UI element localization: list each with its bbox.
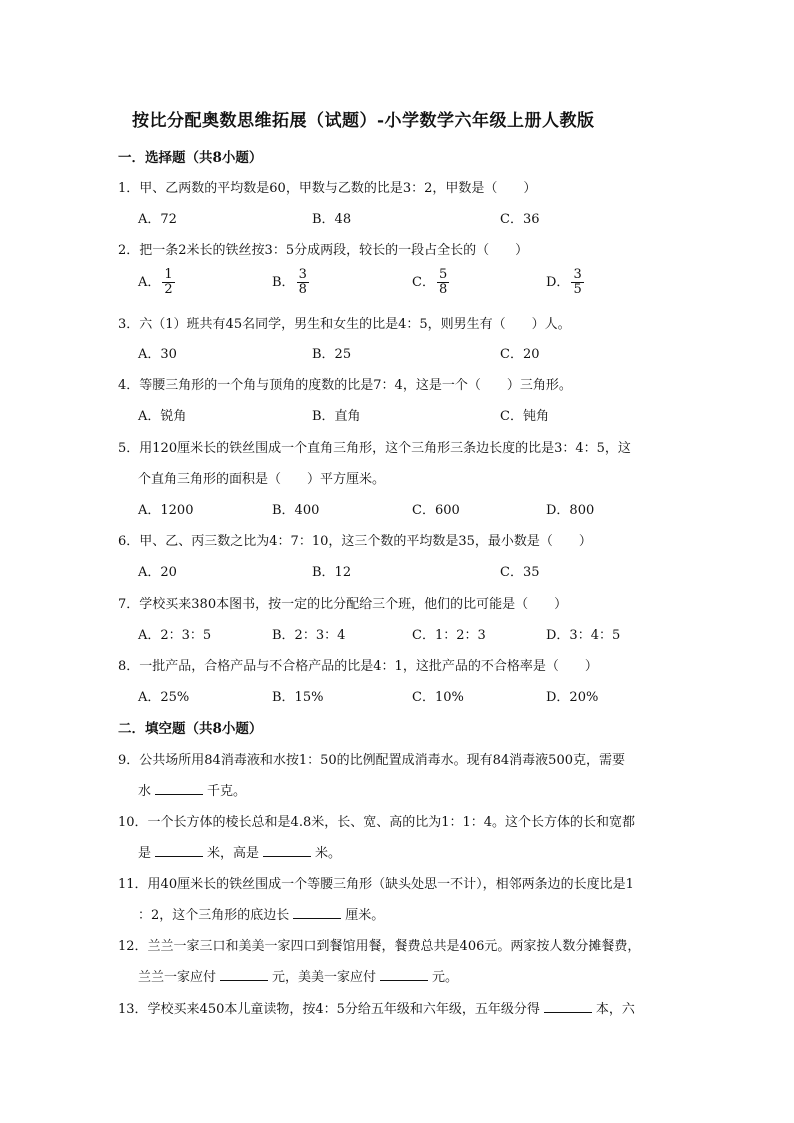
q7-option-a: A．2：3：5 — [138, 628, 212, 643]
q7-option-d: D．3：4：5 — [546, 628, 621, 643]
q7-option-c: C．1：2：3 — [412, 628, 486, 643]
question-6: 6．甲、乙、丙三数之比为4：7：10，这三个数的平均数是35，最小数是（ ） — [118, 534, 592, 549]
section-heading-fill: 二．填空题（共8小题） — [118, 721, 263, 737]
question-5-line-2: 个直角三角形的面积是（ ）平方厘米。 — [138, 472, 386, 487]
answer-blank[interactable] — [380, 968, 428, 981]
q9-suffix: 千克。 — [207, 784, 247, 799]
denominator: 8 — [438, 282, 448, 297]
q6-option-c: C．35 — [500, 565, 540, 580]
fraction — [297, 268, 309, 297]
question-10-line-2 — [138, 842, 341, 861]
question-9-line-2 — [138, 780, 246, 799]
denominator: 2 — [164, 282, 173, 297]
question-4: 4．等腰三角形的一个角与顶角的度数的比是7：4，这是一个（ ）三角形。 — [118, 378, 572, 393]
numerator: 3 — [573, 267, 582, 282]
q3-option-c: C．20 — [500, 347, 540, 362]
q1-option-b: B．48 — [312, 212, 352, 227]
answer-blank[interactable] — [544, 1000, 592, 1013]
answer-blank[interactable] — [263, 844, 311, 857]
option-label: A． — [138, 275, 161, 290]
denominator: 5 — [573, 282, 582, 297]
q11-suffix: 厘米。 — [345, 908, 385, 923]
fraction — [162, 268, 174, 297]
q1-option-c: C．36 — [500, 212, 540, 227]
q2-option-c — [412, 268, 449, 297]
question-13-line-1 — [118, 998, 635, 1017]
q12-middle: 元，美美一家应付 — [272, 970, 377, 985]
numerator: 3 — [298, 267, 307, 282]
q5-option-b: B．400 — [272, 503, 320, 518]
q4-option-c: C．钝角 — [500, 409, 549, 424]
answer-blank[interactable] — [155, 782, 203, 795]
q3-option-a: A．30 — [138, 347, 177, 362]
option-label: C． — [412, 275, 435, 290]
q2-option-b — [272, 268, 309, 297]
q12-prefix: 兰兰一家应付 — [138, 970, 217, 985]
q9-prefix: 水 — [138, 784, 152, 799]
question-7: 7．学校买来380本图书，按一定的比分配给三个班，他们的比可能是（ ） — [118, 597, 568, 612]
q4-option-b: B．直角 — [312, 409, 361, 424]
q8-option-a: A．25% — [138, 690, 190, 705]
option-label: D． — [546, 275, 570, 290]
q6-option-a: A．20 — [138, 565, 177, 580]
q3-option-b: B．25 — [312, 347, 352, 362]
question-9-line-1: 9．公共场所用84消毒液和水按1：50的比例配置成消毒水。现有84消毒液500克，需要 — [118, 753, 625, 768]
q11-prefix: ：2，这个三角形的底边长 — [138, 908, 290, 923]
q10-middle: 米，高是 — [207, 846, 260, 861]
question-1: 1．甲、乙两数的平均数是60，甲数与乙数的比是3：2，甲数是（ ） — [118, 181, 537, 196]
q2-option-d — [546, 268, 584, 297]
q6-option-b: B．12 — [312, 565, 352, 580]
page-title: 按比分配奥数思维拓展（试题）-小学数学六年级上册人教版 — [132, 111, 595, 131]
question-12-line-1: 12．兰兰一家三口和美美一家四口到餐馆用餐，餐费总共是406元。两家按人数分摊餐费， — [118, 939, 641, 954]
question-11-line-1: 11．用40厘米长的铁丝围成一个等腰三角形（缺头处思一不计），相邻两条边的长度比是1 — [118, 877, 634, 892]
q13-prefix: 13．学校买来450本儿童读物，按4：5分给五年级和六年级，五年级分得 — [118, 1002, 540, 1017]
q10-prefix: 是 — [138, 846, 152, 861]
numerator: 1 — [164, 267, 173, 282]
question-3: 3．六（1）班共有45名同学，男生和女生的比是4：5，则男生有（ ）人。 — [118, 317, 571, 332]
question-5-line-1: 5．用120厘米长的铁丝围成一个直角三角形，这个三角形三条边长度的比是3：4：5，这 — [118, 441, 631, 456]
q8-option-b: B．15% — [272, 690, 324, 705]
q4-option-a: A．锐角 — [138, 409, 187, 424]
q5-option-a: A．1200 — [138, 503, 194, 518]
numerator: 5 — [438, 267, 448, 282]
q5-option-c: C．600 — [412, 503, 460, 518]
q10-suffix: 米。 — [315, 846, 342, 861]
denominator: 8 — [298, 282, 307, 297]
q8-option-d: D．20% — [546, 690, 599, 705]
question-11-line-2 — [138, 904, 384, 923]
fraction — [571, 268, 583, 297]
q2-option-a — [138, 268, 175, 297]
q8-option-c: C．10% — [412, 690, 464, 705]
question-10-line-1: 10．一个长方体的棱长总和是4.8米，长、宽、高的比为1：1：4。这个长方体的长和宽都 — [118, 815, 636, 830]
fraction — [437, 268, 449, 297]
answer-blank[interactable] — [220, 968, 268, 981]
answer-blank[interactable] — [155, 844, 203, 857]
q1-option-a: A．72 — [138, 212, 177, 227]
q5-option-d: D．800 — [546, 503, 595, 518]
question-8: 8．一批产品，合格产品与不合格产品的比是4：1，这批产品的不合格率是（ ） — [118, 659, 598, 674]
q13-suffix: 本，六 — [595, 1002, 635, 1017]
section-heading-choice: 一．选择题（共8小题） — [118, 150, 263, 166]
q12-suffix: 元。 — [432, 970, 459, 985]
q7-option-b: B．2：3：4 — [272, 628, 346, 643]
question-2: 2．把一条2米长的铁丝按3：5分成两段，较长的一段占全长的（ ） — [118, 243, 529, 258]
answer-blank[interactable] — [293, 906, 341, 919]
option-label: B． — [272, 275, 295, 290]
question-12-line-2 — [138, 966, 458, 985]
